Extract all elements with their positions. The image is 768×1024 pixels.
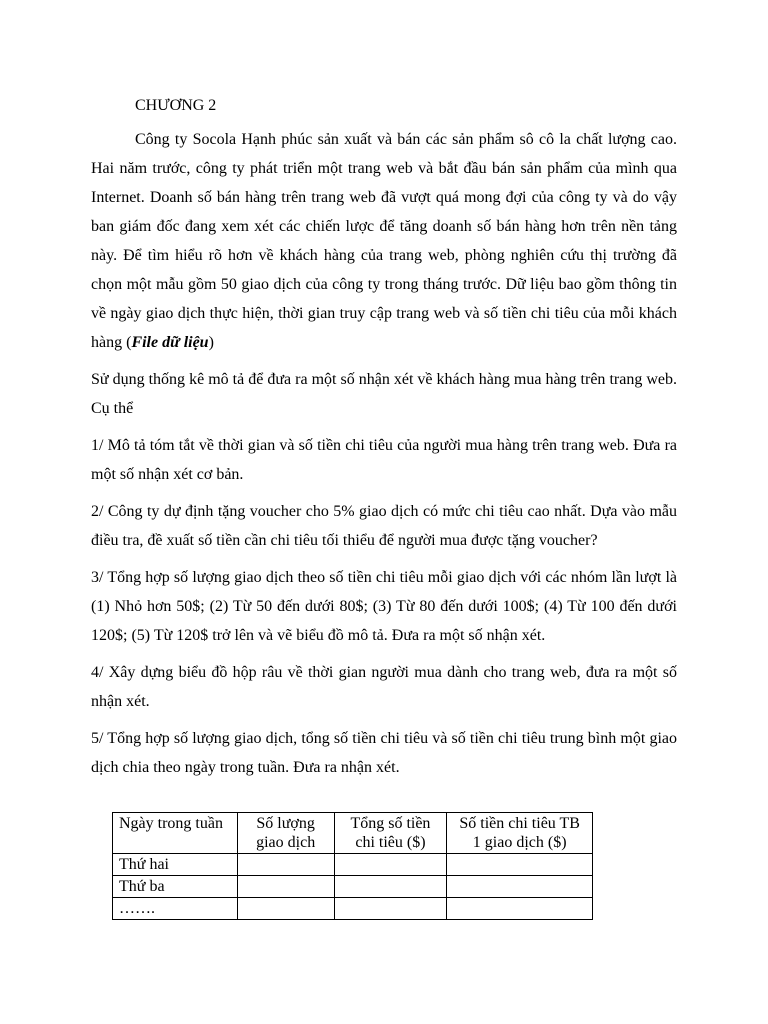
cell-average (447, 854, 593, 876)
intro-paragraph (91, 125, 677, 357)
cell-total (334, 898, 447, 920)
cell-count (237, 854, 334, 876)
cell-average (447, 898, 593, 920)
cell-total (334, 854, 447, 876)
question-4: 4/ Xây dựng biểu đồ hộp râu về thời gian người mua dành cho trang web, đưa ra một số nhận xét. (91, 664, 677, 710)
cell-total (334, 876, 447, 898)
cell-count (237, 876, 334, 898)
intro-text: Công ty Socola Hạnh phúc sản xuất và bán các sản phẩm sô cô la chất lượng cao. Hai năm trước, công ty phát triển một trang web và bắt đầu bán sản phẩm của mình qua Internet. Doanh số bán hàng trên trang web đã vượt quá mong đợi của công ty và do vậy ban giám đốc đang xem xét các chiến lược để tăng doanh số bán hàng hơn trên nền tảng này. Để tìm hiểu rõ hơn về khách hàng của trang web, phòng nghiên cứu thị trường đã chọn một mẫu gồm 50 giao dịch của công ty trong tháng trước. Dữ liệu bao gồm thông tin về ngày giao dịch thực hiện, thời gian truy cập trang web và số tiền chi tiêu của mỗi khách hàng ( (91, 131, 677, 351)
row-day-label: ……. (113, 898, 238, 920)
table-row (113, 876, 593, 898)
question-5: 5/ Tổng hợp số lượng giao dịch, tổng số tiền chi tiêu và số tiền chi tiêu trung bình một giao dịch chia theo ngày trong tuần. Đưa ra nhận xét. (91, 730, 677, 776)
question-3: 3/ Tổng hợp số lượng giao dịch theo số tiền chi tiêu mỗi giao dịch với các nhóm lần lượt là (1) Nhỏ hơn 50$; (2) Từ 50 đến dưới 80$; (3) Từ 80 đến dưới 100$; (4) Từ 100 đến dưới 120$; (5) Từ 120$ trở lên và vẽ biểu đồ mô tả. Đưa ra một số nhận xét. (91, 569, 677, 644)
row-day-label: Thứ hai (113, 854, 238, 876)
file-reference: File dữ liệu (131, 334, 209, 351)
summary-table (112, 812, 593, 920)
header-count: Số lượng giao dịch (237, 813, 334, 854)
chapter-title: CHƯƠNG 2 (135, 97, 217, 114)
table-row (113, 898, 593, 920)
header-total: Tổng số tiền chi tiêu ($) (334, 813, 447, 854)
task-intro: Sử dụng thống kê mô tả để đưa ra một số nhận xét về khách hàng mua hàng trên trang web. Cụ thể (91, 371, 677, 417)
row-day-label: Thứ ba (113, 876, 238, 898)
question-1: 1/ Mô tả tóm tắt về thời gian và số tiền chi tiêu của người mua hàng trên trang web. Đưa ra một số nhận xét cơ bản. (91, 437, 677, 483)
question-2: 2/ Công ty dự định tặng voucher cho 5% giao dịch có mức chi tiêu cao nhất. Dựa vào mẫu điều tra, đề xuất số tiền cần chi tiêu tối thiểu để người mua được tặng voucher? (91, 503, 677, 549)
header-day: Ngày trong tuần (113, 813, 238, 854)
table-header-row (113, 813, 593, 854)
cell-count (237, 898, 334, 920)
intro-closing: ) (208, 334, 214, 351)
cell-average (447, 876, 593, 898)
table-row (113, 854, 593, 876)
header-average: Số tiền chi tiêu TB 1 giao dịch ($) (447, 813, 593, 854)
document-body (91, 91, 677, 790)
